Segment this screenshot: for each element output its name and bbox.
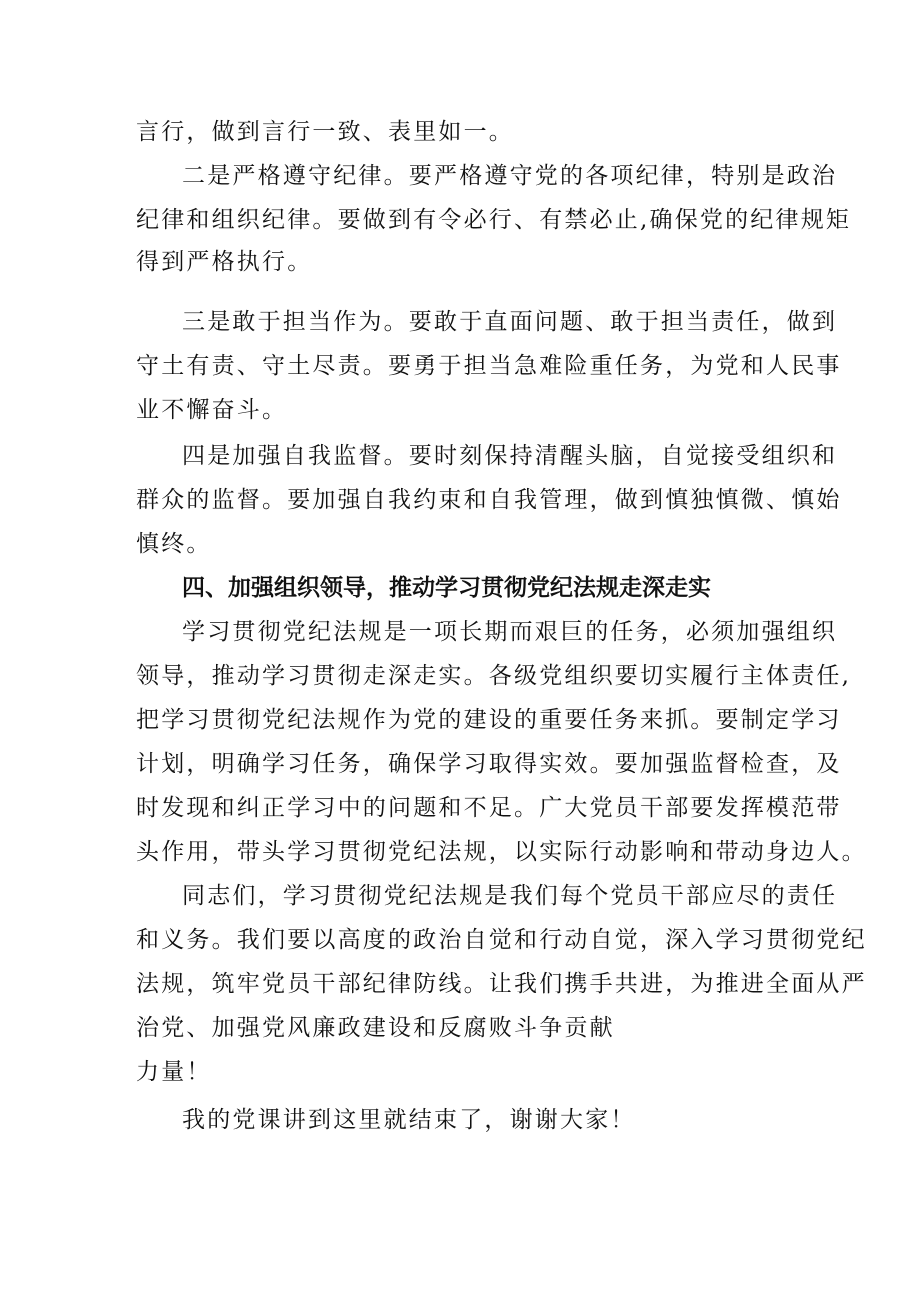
text-line: 力量！ — [136, 1059, 212, 1085]
text-line: 治党、加强党风廉政建设和反腐败斗争贡献 — [136, 1015, 615, 1041]
text-line: 法规，筑牢党员干部纪律防线。让我们携手共进，为推进全面从严 — [136, 971, 867, 997]
text-line: 我的党课讲到这里就结束了，谢谢大家！ — [182, 1107, 636, 1133]
text-line: 守土有责、守土尽责。要勇于担当急难险重任务，为党和人民事 — [136, 353, 842, 379]
text-line: 三是敢于担当作为。要敢于直面问题、敢于担当责任，做到 — [182, 309, 838, 335]
text-line: 和义务。我们要以高度的政治自觉和行动自觉，深入学习贯彻党纪 — [136, 927, 867, 953]
text-line: 领导，推动学习贯彻走深走实。各级党组织要切实履行主体责任, — [136, 663, 852, 689]
text-line: 时发现和纠正学习中的问题和不足。广大党员干部要发挥模范带 — [136, 795, 842, 821]
text-line: 慎终。 — [136, 531, 212, 557]
section-heading: 四、加强组织领导，推动学习贯彻党纪法规走深走实 — [182, 575, 711, 601]
text-line: 二是严格遵守纪律。要严格遵守党的各项纪律，特别是政治 — [182, 163, 838, 189]
text-line: 四是加强自我监督。要时刻保持清醒头脑，自觉接受组织和 — [182, 443, 838, 469]
text-line: 把学习贯彻党纪法规作为党的建设的重要任务来抓。要制定学习 — [136, 707, 842, 733]
text-line: 言行，做到言行一致、表里如一。 — [136, 119, 514, 145]
text-line: 纪律和组织纪律。要做到有令必行、有禁必止,确保党的纪律规矩 — [136, 207, 852, 233]
text-line: 同志们，学习贯彻党纪法规是我们每个党员干部应尽的责任 — [182, 883, 838, 909]
text-line: 得到严格执行。 — [136, 249, 313, 275]
text-line: 业不懈奋斗。 — [136, 397, 288, 423]
text-line: 群众的监督。要加强自我约束和自我管理，做到慎独慎微、慎始 — [136, 487, 842, 513]
text-line: 学习贯彻党纪法规是一项长期而艰巨的任务，必须加强组织 — [182, 619, 838, 645]
text-line: 计划，明确学习任务，确保学习取得实效。要加强监督检查，及 — [136, 751, 842, 777]
text-line: 头作用，带头学习贯彻党纪法规，以实际行动影响和带动身边人。 — [136, 839, 867, 865]
